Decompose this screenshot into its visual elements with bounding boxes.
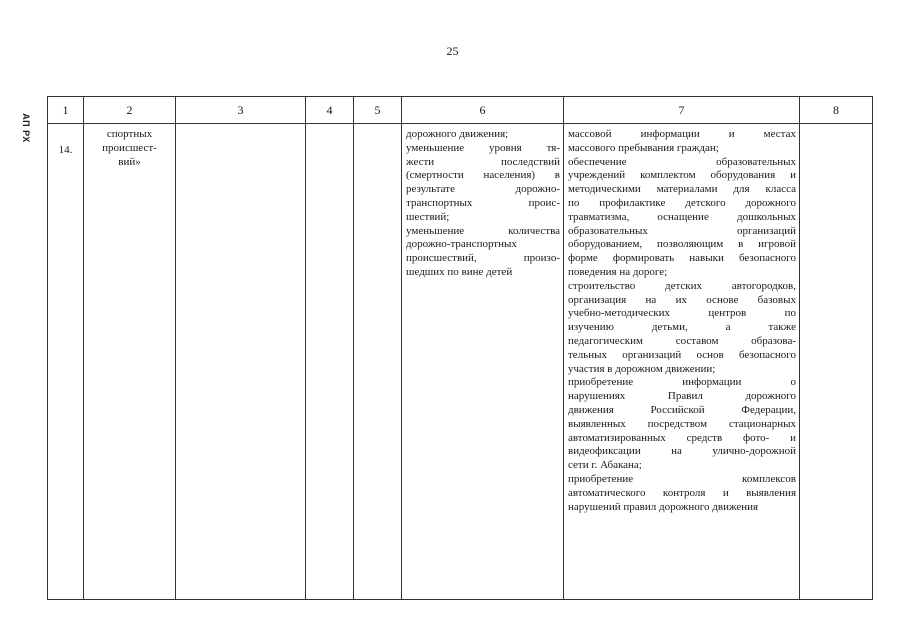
cell-text-line: жести последствий	[406, 155, 560, 168]
cell-text-line: приобретение информации о	[568, 376, 796, 389]
cell-text-line: изучению детьми, а также	[568, 321, 796, 334]
side-stamp-text: АП РХ	[21, 113, 31, 143]
cell-text-line: сети г. Абакана;	[568, 459, 642, 472]
cell-text-line: нарушений правил дорожного движения	[568, 500, 759, 513]
header-cell-5: 5	[354, 97, 402, 124]
cell-text-line: происшест-	[102, 141, 157, 154]
cell-text-line: травматизма, оснащение дошкольных	[568, 210, 796, 223]
cell-text-line: нарушениях Правил дорожного	[568, 390, 796, 403]
cell-text-line: спортных	[106, 128, 153, 140]
expected-results-cell	[402, 124, 564, 600]
cell-text-line: участия в дорожном движении;	[568, 362, 716, 375]
header-row	[48, 97, 873, 124]
cell-text-line: тельных организаций основ безопасного	[568, 348, 796, 361]
header-cell-3: 3	[176, 97, 306, 124]
header-cell-7: 7	[564, 97, 800, 124]
cell-text-line: результате дорожно-	[406, 183, 560, 196]
cell-text-line: автоматизированных средств фото- и	[568, 431, 796, 444]
cell-text-line: по профилактике детского дорожного	[568, 196, 796, 209]
empty-cell-8	[800, 124, 873, 600]
header-cell-4: 4	[306, 97, 354, 124]
cell-text-line: автоматического контроля и выявления	[568, 486, 796, 499]
page-number: 25	[446, 44, 459, 58]
empty-cell-5	[354, 124, 402, 600]
cell-text-line: приобретение комплексов	[568, 472, 796, 485]
empty-cell-4	[306, 124, 354, 600]
task-name-cell	[84, 124, 176, 600]
cell-text-line: педагогическим составом образова-	[568, 334, 796, 347]
cell-text-line: выявленных посредством стационарных	[568, 417, 796, 430]
cell-text-line: учреждений комплектом оборудования и	[568, 169, 796, 182]
cell-text-line: уменьшение количества	[406, 224, 560, 237]
cell-text-line: строительство детских автогородков,	[568, 279, 796, 292]
row-number-cell: 14.	[48, 124, 84, 600]
cell-text-line: (смертности населения) в	[406, 169, 560, 182]
program-table	[47, 96, 873, 600]
cell-text-line: движения Российской Федерации,	[568, 403, 796, 416]
cell-text-line: учебно-методических центров по	[568, 307, 796, 320]
cell-text-line: поведения на дороге;	[568, 265, 668, 278]
table-row	[48, 124, 873, 600]
header-cell-8: 8	[800, 97, 873, 124]
header-cell-2: 2	[84, 97, 176, 124]
cell-text-line: вий»	[118, 155, 141, 168]
cell-text-line: происшествий, произо-	[406, 252, 560, 265]
cell-text-line: массовой информации и местах	[568, 128, 796, 140]
empty-cell-3	[176, 124, 306, 600]
header-cell-1: 1	[48, 97, 84, 124]
cell-text-line: массового пребывания граждан;	[568, 141, 719, 154]
cell-text-line: образовательных организаций	[568, 224, 796, 237]
cell-text-line: дорожно-транспортных	[406, 238, 517, 251]
cell-text-line: транспортных проис-	[406, 196, 560, 209]
cell-text-line: организация на их основе базовых	[568, 293, 796, 306]
cell-text-line: видеофиксации на улично-дорожной	[568, 445, 796, 458]
cell-text-line: дорожного движения;	[406, 128, 509, 140]
cell-text-line: уменьшение уровня тя-	[406, 141, 560, 154]
cell-text-line: оборудованием, позволяющим в игровой	[568, 238, 796, 251]
cell-text-line: обеспечение образовательных	[568, 155, 796, 168]
cell-text-line: форме формировать навыки безопасного	[568, 252, 796, 265]
header-cell-6: 6	[402, 97, 564, 124]
cell-text-line: шествий;	[406, 210, 450, 223]
measures-cell	[564, 124, 800, 600]
cell-text-line: методическими материалами для класса	[568, 183, 796, 196]
cell-text-line: шедших по вине детей	[406, 265, 513, 278]
side-stamp	[20, 108, 32, 148]
